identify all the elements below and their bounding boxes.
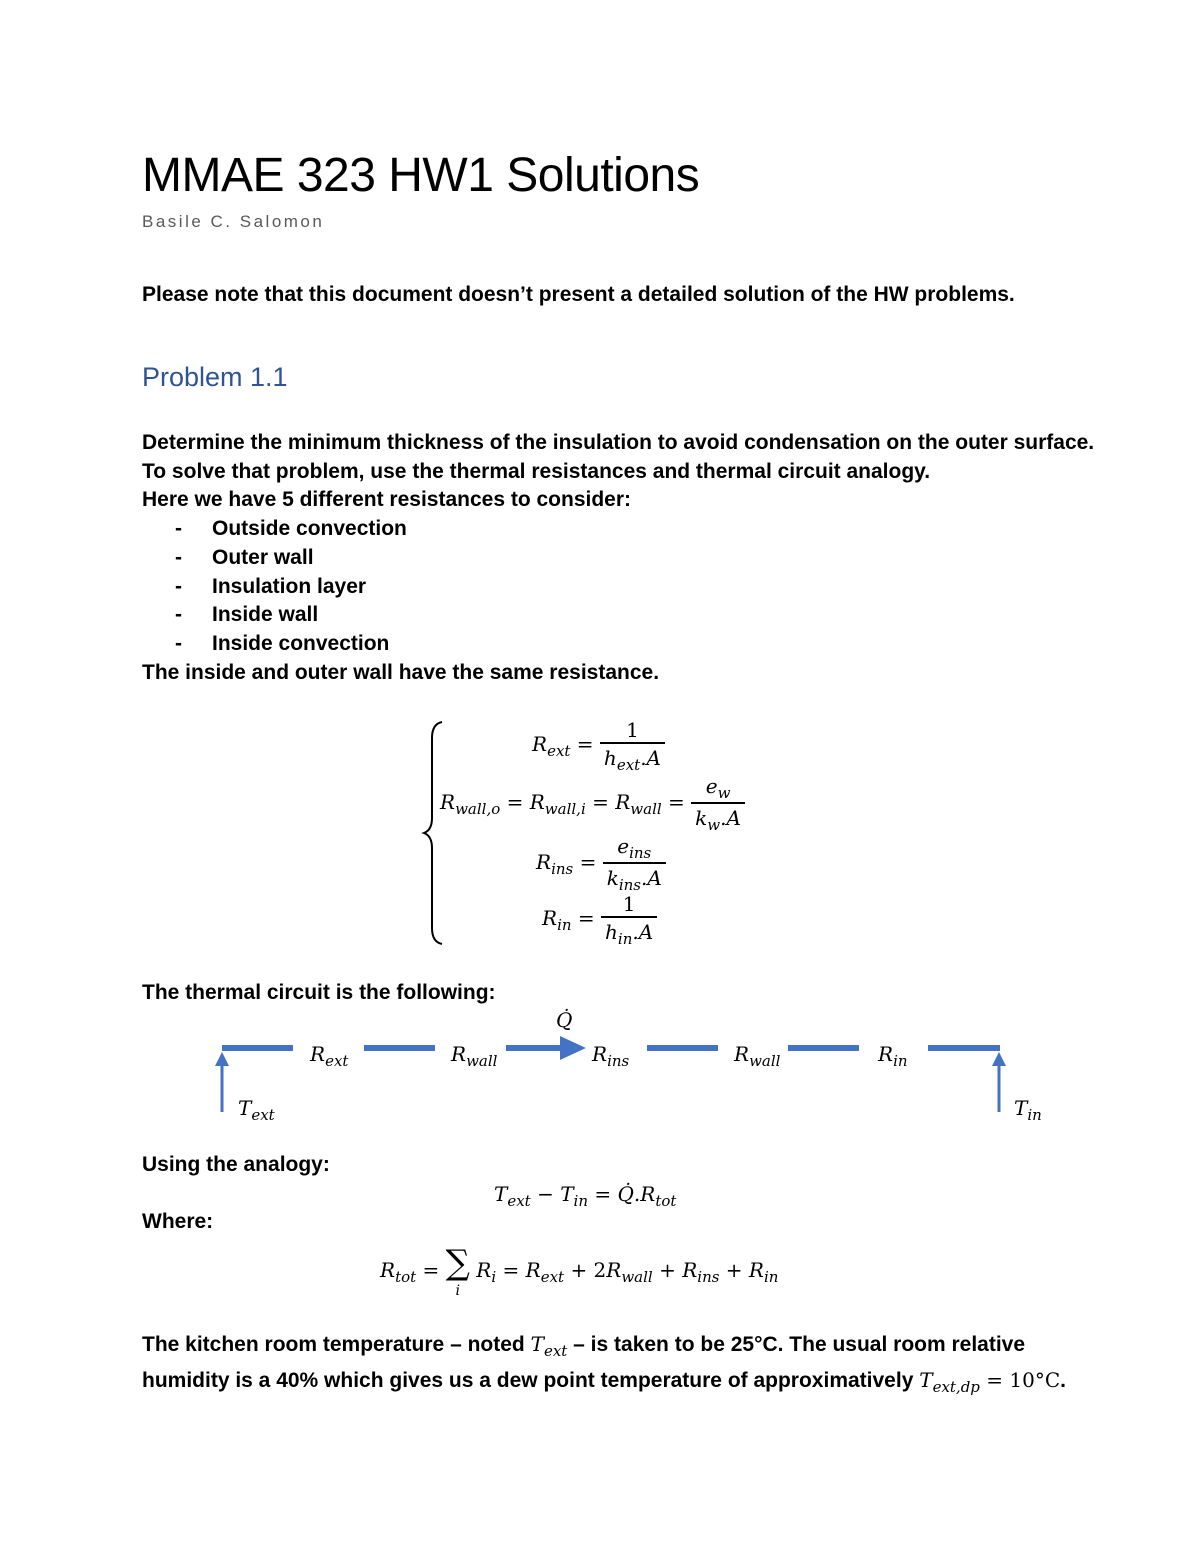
problem-intro xyxy=(142,429,1142,687)
equation-r-ext: $R_{ext}$ = $\frac{1}{h_{ext}.A}$ xyxy=(532,718,665,774)
intro-line: To solve that problem, use the thermal resistances and thermal circuit analogy. xyxy=(142,459,931,483)
equation-r-ins: $R_{ins}$ = $\frac{e_{ins}}{k_{ins}.A}$ xyxy=(536,834,666,894)
kitchen-paragraph xyxy=(142,1330,1066,1401)
resistor-label: $R_{ins}$ xyxy=(592,1042,630,1070)
heat-flow-segment xyxy=(506,1045,568,1051)
resistor-label: $R_{in}$ xyxy=(878,1042,908,1070)
heat-flow-label: Q̇ xyxy=(556,1008,573,1032)
list-item: - Outer wall xyxy=(142,544,1142,573)
intro-line: Here we have 5 different resistances to consider: xyxy=(142,488,632,512)
right-node-label: $T_{in}$ xyxy=(1014,1096,1042,1124)
resistor-label: $R_{wall}$ xyxy=(451,1042,498,1070)
right-arrowhead xyxy=(992,1052,1006,1066)
wire-segment xyxy=(928,1045,1000,1051)
equation-r-tot: $R_{tot}$ = ∑ i $R_i = R_{ext} + 2R_{wall} + R_{ins} + R_{in}$ xyxy=(380,1243,779,1299)
kitchen-line: humidity is a 40% which gives us a dew point temperature of approximatively $T_{ext,dp} = 10^\circ C$. xyxy=(142,1367,1066,1396)
wire-segment xyxy=(788,1045,859,1051)
heat-flow-arrowhead xyxy=(560,1036,586,1060)
resistance-list xyxy=(142,515,1142,659)
intro-line: Determine the minimum thickness of the insulation to avoid condensation on the outer surface. xyxy=(142,431,1095,454)
list-item: - Inside wall xyxy=(142,601,1142,630)
resistor-label: $R_{wall}$ xyxy=(734,1042,781,1070)
analogy-label: Using the analogy: xyxy=(142,1153,330,1176)
t-ext-symbol: $T_{ext}$ xyxy=(530,1332,568,1360)
circuit-intro: The thermal circuit is the following: xyxy=(142,981,496,1004)
equation-r-in: $R_{in}$ = $\frac{1}{h_{in}.A}$ xyxy=(542,892,657,948)
wire-segment xyxy=(364,1045,435,1051)
author-name: Basile C. Salomon xyxy=(142,212,325,231)
same-resistance-note: The inside and outer wall have the same resistance. xyxy=(142,660,660,684)
problem-heading: Problem 1.1 xyxy=(142,362,288,392)
list-item: - Insulation layer xyxy=(142,573,1142,602)
list-item: - Outside convection xyxy=(142,515,1142,544)
equation-r-wall: $R_{wall,o} = R_{wall,i} = R_{wall}$ = $\frac{e_w}{k_w.A}$ xyxy=(440,774,745,834)
list-item: - Inside convection xyxy=(142,630,1142,659)
where-label: Where: xyxy=(142,1210,214,1233)
left-arrowhead xyxy=(215,1052,229,1066)
left-node-label: $T_{ext}$ xyxy=(238,1096,275,1124)
resistor-label: $R_{ext}$ xyxy=(310,1042,349,1070)
wire-segment xyxy=(222,1045,293,1051)
equation-analogy: $T_{ext} - T_{in}$ = $Q̇.R_{tot}$ xyxy=(494,1182,677,1210)
wire-segment xyxy=(647,1045,718,1051)
document-title: MMAE 323 HW1 Solutions xyxy=(142,149,700,202)
disclaimer-note: Please note that this document doesn’t present a detailed solution of the HW problems. xyxy=(142,283,1015,306)
kitchen-line: The kitchen room temperature – noted $T_{ext}$ – is taken to be 25°C. The usual room relative xyxy=(142,1332,1026,1360)
dew-point-equation: $T_{ext,dp} = 10^\circ C$ xyxy=(919,1367,1061,1396)
